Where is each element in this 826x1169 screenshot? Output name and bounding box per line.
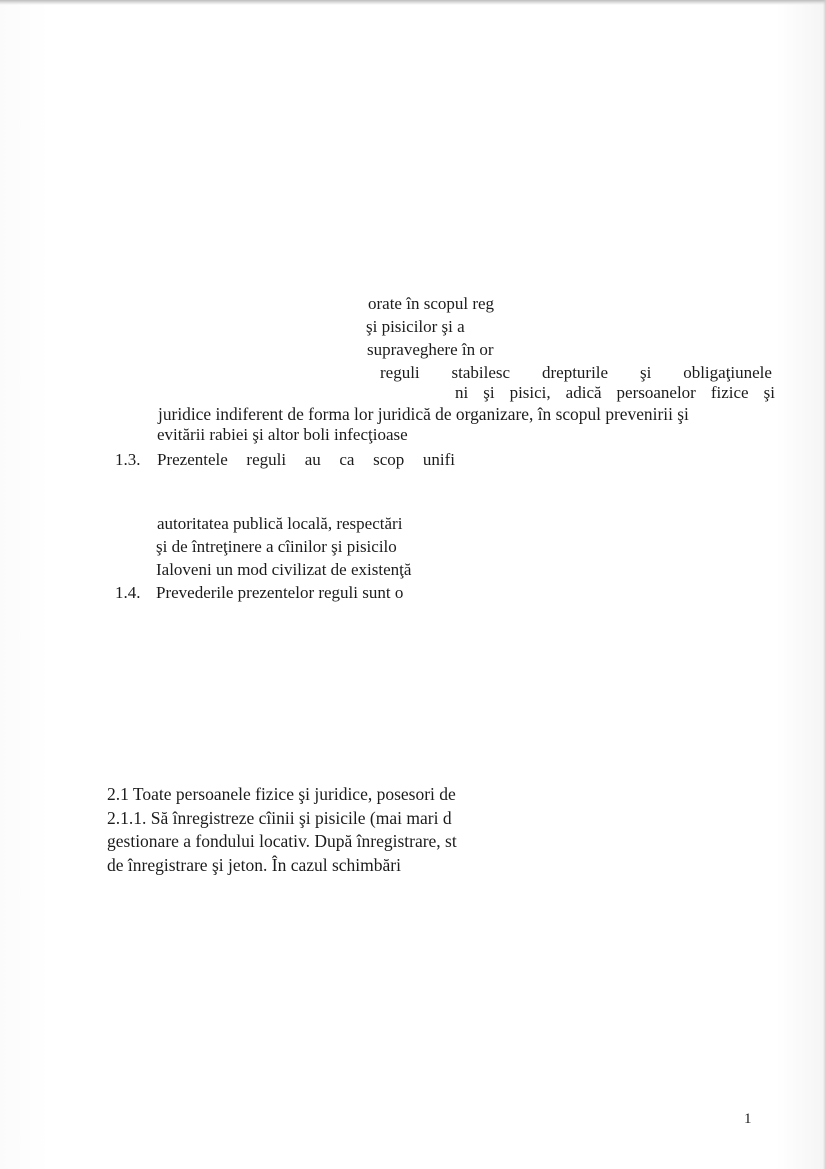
text-line: supraveghere în or: [367, 340, 494, 359]
word: reguli: [246, 450, 287, 469]
word: fizice: [710, 383, 749, 402]
word: stabilesc: [451, 363, 511, 382]
word: au: [304, 450, 321, 469]
list-item-number: 1.3.: [115, 450, 141, 469]
text-line: Ialoveni un mod civilizat de existenţă: [156, 560, 412, 579]
text-line: Prevederile prezentelor reguli sunt o: [156, 583, 404, 602]
text-line: autoritatea publică locală, respectări: [157, 514, 403, 533]
word: drepturile: [541, 363, 609, 382]
text-line: evitării rabiei şi altor boli infecţioase: [157, 425, 408, 444]
text-line: juridice indiferent de forma lor juridică de organizare, în scopul prevenirii şi: [158, 404, 689, 424]
word: şi: [483, 383, 495, 402]
scan-edge-top: [0, 0, 826, 5]
text-line: 2.1.1. Să înregistreze cîinii şi pisicile (mai mari d: [107, 808, 452, 828]
text-line: orate în scopul reg: [368, 294, 495, 313]
text-line-justified: [380, 363, 772, 383]
word: adică: [565, 383, 602, 402]
list-item-number: 1.4.: [115, 583, 141, 602]
word: pisici,: [509, 383, 551, 402]
word: ca: [339, 450, 355, 469]
word: Prezentele: [157, 450, 228, 469]
text-line-justified: [455, 383, 775, 403]
text-line: şi pisicilor şi a: [366, 317, 465, 336]
word: unifi: [422, 450, 455, 469]
text-line: gestionare a fondului locativ. După înregistrare, st: [107, 831, 457, 851]
word: ni: [455, 383, 469, 402]
text-line: de înregistrare şi jeton. În cazul schimbări: [107, 855, 401, 875]
text-line: 2.1 Toate persoanele fizice şi juridice, posesori de: [107, 784, 456, 804]
word: reguli: [380, 363, 420, 382]
word: persoanelor: [616, 383, 696, 402]
word: obligaţiunele: [683, 363, 772, 382]
text-line-justified: [157, 450, 455, 470]
word: şi: [639, 363, 652, 382]
page-number: 1: [744, 1111, 752, 1127]
word: şi: [763, 383, 775, 402]
text-line: şi de întreţinere a cîinilor şi pisicilo: [156, 537, 397, 556]
word: scop: [373, 450, 405, 469]
